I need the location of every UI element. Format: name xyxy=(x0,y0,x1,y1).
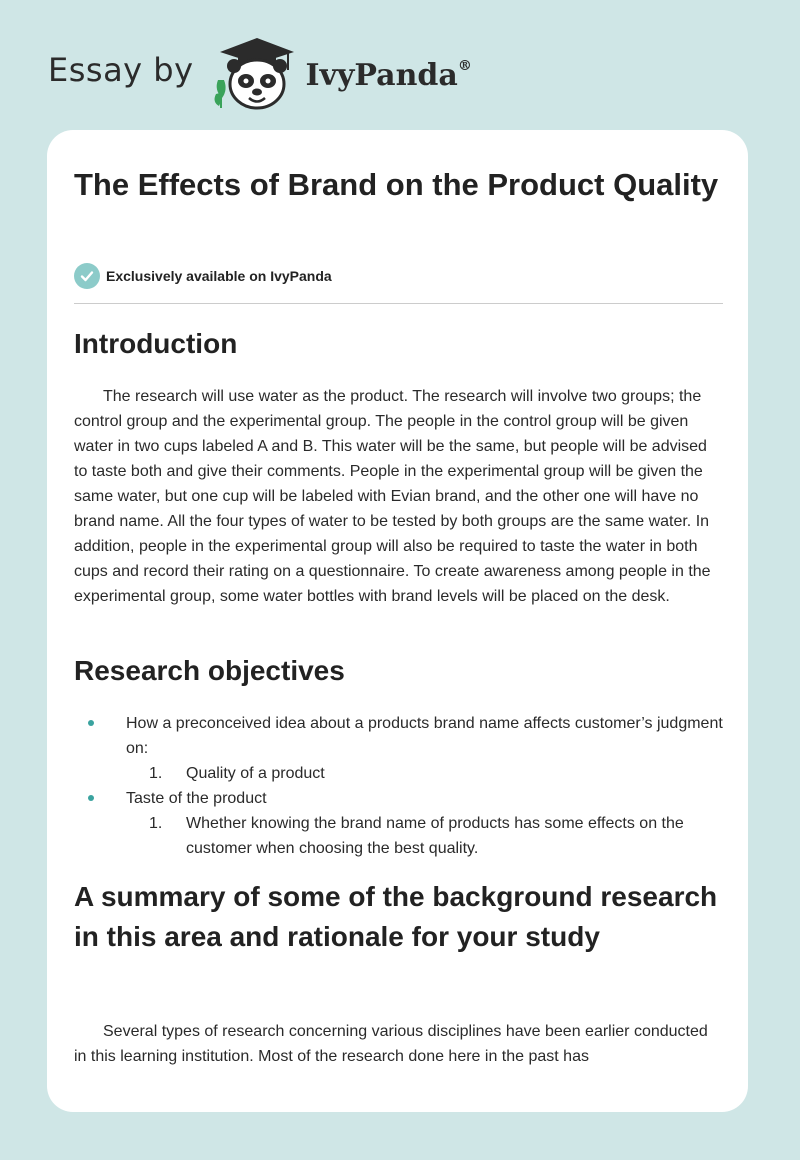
brand-text: IvyPanda xyxy=(305,57,458,93)
introduction-paragraph: The research will use water as the product. The research will involve two groups; the control group and the experimental group. The people in the control group will be given water in two cups labeled A and B. This water will be the same, but people will be advised to taste both and give their comments. People in the experimental group will be given the same water, but one cup will be labeled with Evian brand, and the other one will have no brand name. All the four types of water to be tested by both groups are the same water. In addition, people in the experimental group will also be required to taste the water in both cups and record their rating on a questionnaire. To create awareness among people in the experimental group, some water bottles with brand levels will be placed on the desk. xyxy=(74,388,711,605)
bullet-icon xyxy=(88,720,94,726)
registered-mark: ® xyxy=(457,57,472,74)
bullet-icon xyxy=(88,795,94,801)
panda-logo-icon[interactable] xyxy=(212,36,302,112)
list-item xyxy=(74,786,723,811)
objectives-list xyxy=(74,711,723,861)
objective-text: Taste of the product xyxy=(126,790,267,807)
exclusive-badge xyxy=(74,263,332,289)
section-heading-background-research: A summary of some of the background research in this area and rationale for your study xyxy=(74,881,718,952)
list-number: 1. xyxy=(149,765,163,782)
exclusive-label: Exclusively available on IvyPanda xyxy=(106,268,332,284)
essay-title: The Effects of Brand on the Product Quality xyxy=(74,167,719,202)
sub-objective-text: Quality of a product xyxy=(186,765,325,782)
site-header xyxy=(48,34,472,114)
divider xyxy=(74,303,723,304)
essay-card xyxy=(47,130,748,1112)
check-icon xyxy=(74,263,100,289)
list-item xyxy=(74,711,723,761)
background-paragraph: Several types of research concerning various disciplines have been earlier conducted in this learning institution. Most of the research done here in the past has xyxy=(74,1023,708,1065)
essay-by-label: Essay by xyxy=(48,51,194,89)
brand-name[interactable] xyxy=(306,58,472,93)
section-heading-introduction: Introduction xyxy=(74,328,238,359)
list-item xyxy=(74,761,723,786)
sub-objective-text: Whether knowing the brand name of products has some effects on the customer when choosing the best quality. xyxy=(186,815,684,857)
list-item xyxy=(74,811,723,861)
list-number: 1. xyxy=(149,815,163,832)
section-heading-research-objectives: Research objectives xyxy=(74,655,345,686)
objective-text: How a preconceived idea about a products brand name affects customer’s judgment on: xyxy=(126,715,723,757)
